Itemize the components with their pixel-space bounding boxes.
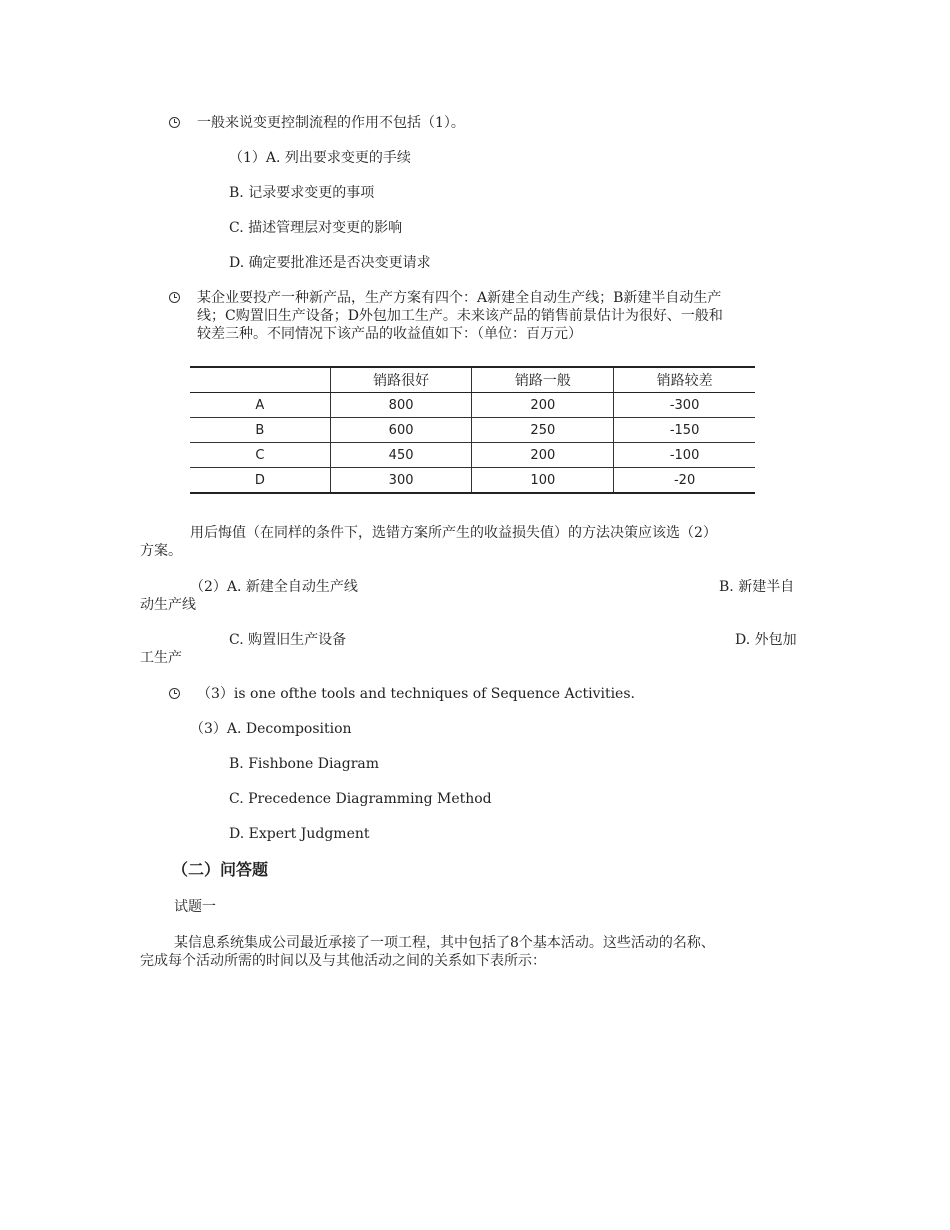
clock-bullet-icon: [169, 292, 180, 303]
q2-option-a: （2）A. 新建全自动生产线: [190, 579, 358, 595]
table-cell: 600: [330, 418, 472, 443]
q2-option-d-part2: 工生产: [140, 650, 182, 666]
payoff-table: [190, 366, 755, 494]
table-cell: D: [190, 468, 330, 494]
table-cell: 200: [472, 393, 614, 418]
table-header-cell: 销路很好: [330, 367, 472, 393]
table-cell: -100: [614, 443, 755, 468]
table-cell: -300: [614, 393, 755, 418]
table-cell: 200: [472, 443, 614, 468]
table-cell: 100: [472, 468, 614, 494]
table-row: [190, 393, 755, 418]
q1-option-b: B. 记录要求变更的事项: [229, 185, 375, 201]
q1-option-d: D. 确定要批准还是否决变更请求: [229, 255, 431, 271]
q3-stem: （3）is one ofthe tools and techniques of Sequence Activities.: [197, 686, 635, 702]
table-cell: 450: [330, 443, 472, 468]
q1-option-a: （1）A. 列出要求变更的手续: [229, 150, 411, 166]
section-paragraph-line2: 完成每个活动所需的时间以及与其他活动之间的关系如下表所示：: [140, 953, 546, 969]
clock-bullet-icon: [169, 117, 180, 128]
q2-option-d-part1: D. 外包加: [735, 632, 797, 648]
table-cell: C: [190, 443, 330, 468]
table-row: [190, 443, 755, 468]
table-row: [190, 468, 755, 494]
table-cell: -150: [614, 418, 755, 443]
table-cell: -20: [614, 468, 755, 494]
q2-follow-line2: 方案。: [140, 543, 182, 559]
table-header-row: [190, 367, 755, 393]
table-cell: 250: [472, 418, 614, 443]
table-cell: 800: [330, 393, 472, 418]
q3-option-d: D. Expert Judgment: [229, 826, 370, 842]
section-subheading: 试题一: [174, 899, 216, 915]
section-paragraph-line1: 某信息系统集成公司最近承接了一项工程，其中包括了8个基本活动。这些活动的名称、: [174, 935, 715, 951]
table-header-cell: [190, 367, 330, 393]
table-cell: A: [190, 393, 330, 418]
q1-stem: 一般来说变更控制流程的作用不包括（1）。: [197, 115, 465, 131]
table-row: [190, 418, 755, 443]
q1-option-c: C. 描述管理层对变更的影响: [229, 220, 403, 236]
q2-stem-line1: 某企业要投产一种新产品，生产方案有四个：A新建全自动生产线；B新建半自动生产: [197, 290, 722, 306]
q3-option-c: C. Precedence Diagramming Method: [229, 791, 492, 807]
clock-bullet-icon: [169, 688, 180, 699]
q3-option-b: B. Fishbone Diagram: [229, 756, 380, 772]
q2-option-b-part2: 动生产线: [140, 597, 196, 613]
q2-option-c: C. 购置旧生产设备: [229, 632, 347, 648]
table-cell: B: [190, 418, 330, 443]
table-cell: 300: [330, 468, 472, 494]
q2-stem-line3: 较差三种。不同情况下该产品的收益值如下：（单位：百万元）: [197, 326, 582, 342]
q2-option-b-part1: B. 新建半自: [719, 579, 795, 595]
q2-stem-line2: 线；C购置旧生产设备；D外包加工生产。未来该产品的销售前景估计为很好、一般和: [197, 308, 723, 324]
table-header-cell: 销路一般: [472, 367, 614, 393]
q2-follow-line1: 用后悔值（在同样的条件下，选错方案所产生的收益损失值）的方法决策应该选（2）: [190, 525, 717, 541]
section-heading: （二）问答题: [172, 860, 269, 879]
table-header-cell: 销路较差: [614, 367, 755, 393]
q3-option-a: （3）A. Decomposition: [190, 721, 352, 737]
